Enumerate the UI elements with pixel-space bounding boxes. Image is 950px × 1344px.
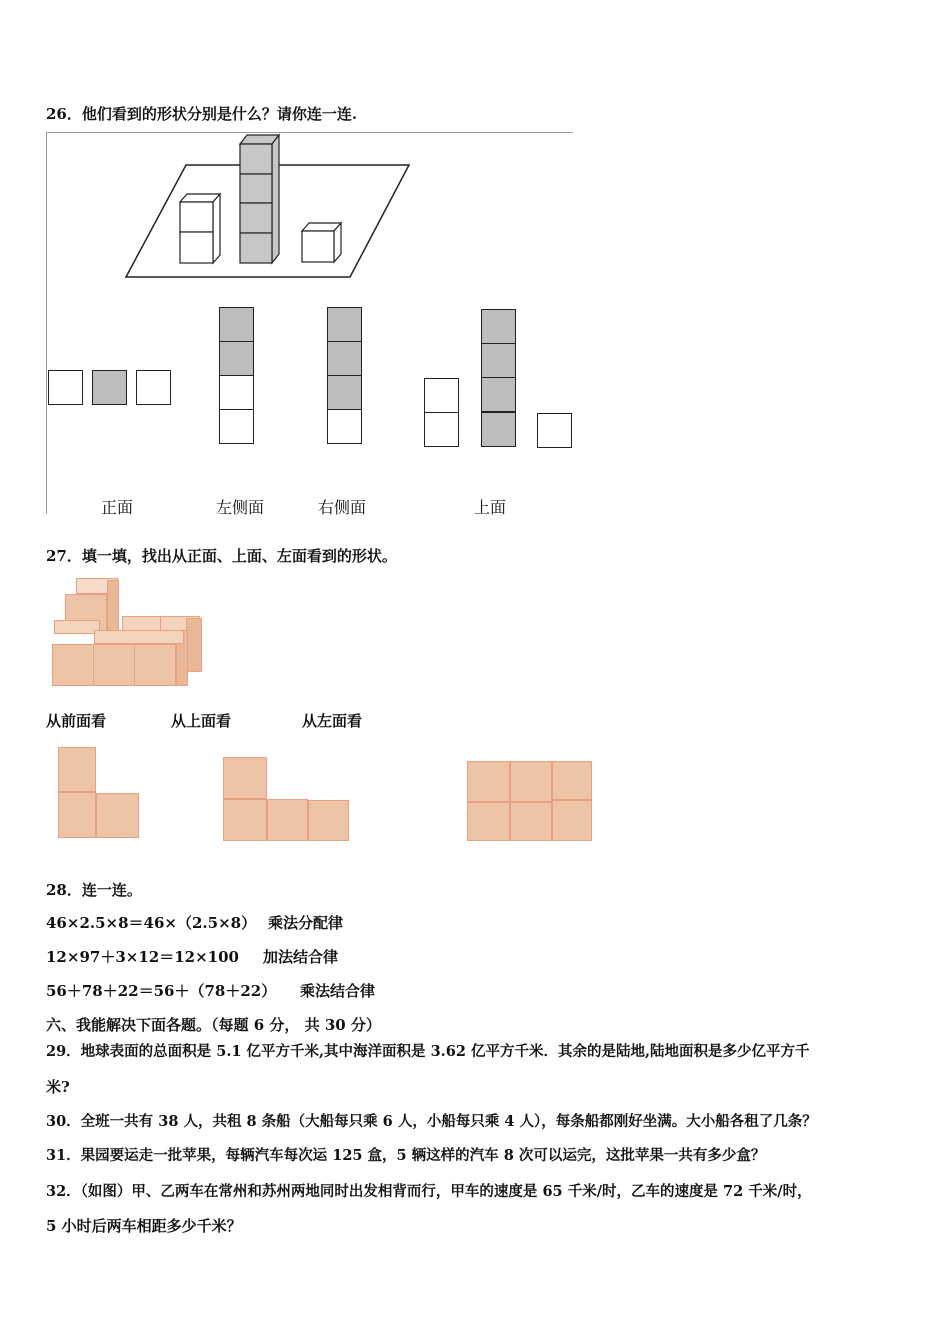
cube-stack-3d-drawing [46, 132, 576, 282]
view-square [48, 370, 83, 405]
view-square-gray [219, 307, 254, 342]
view-square-gray [327, 341, 362, 376]
view-square-gray [481, 343, 516, 378]
q28-expr-2: 12×97＋3×12＝12×100 [46, 948, 239, 966]
view-square [219, 409, 254, 444]
view-square-gray [481, 309, 516, 344]
label-right-side: 右侧面 [318, 498, 367, 517]
q30-text: 30．全班一共有 38 人，共租 8 条船（大船每只乘 6 人，小船每只乘 4 人），每条船都刚好坐满。大小船各租了几条？ [46, 1113, 817, 1130]
q28-law-2: 加法结合律 [263, 948, 339, 966]
view-square [327, 409, 362, 444]
q26-text: 26．他们看到的形状分别是什么？请你连一连. [46, 105, 358, 123]
label-top: 上面 [474, 498, 507, 517]
view-square [537, 413, 572, 448]
q31-text: 31．果园要运走一批苹果，每辆汽车每次运 125 盒，5 辆这样的汽车 8 次可以运完，这批苹果一共有多少盒？ [46, 1147, 766, 1164]
view-square [424, 378, 459, 413]
q32-line2: 5 小时后两车相距多少千米？ [46, 1217, 242, 1235]
q32-line1: 32．（如图）甲、乙两车在常州和苏州两地同时出发相背而行，甲车的速度是 65 千米/时，乙车的速度是 72 千米/时， [46, 1183, 812, 1200]
view-square [424, 412, 459, 447]
q28-expr-3: 56＋78＋22＝56＋（78＋22） [46, 982, 277, 1000]
q27-cube-figure [50, 578, 205, 690]
view-square-gray [327, 375, 362, 410]
view-square [136, 370, 171, 405]
label-left-side: 左侧面 [216, 498, 265, 517]
q27-text: 27．填一填，找出从正面、上面、左面看到的形状。 [46, 547, 397, 565]
q28-expr-1: 46×2.5×8＝46×（2.5×8） [46, 914, 257, 932]
q28-text: 28．连一连。 [46, 881, 142, 899]
q29-line2: 米? [46, 1078, 70, 1096]
q26-figure [46, 132, 576, 517]
section6-heading: 六、我能解决下面各题。（每题 6 分， 共 30 分） [46, 1016, 381, 1034]
view-label-front: 从前面看 [46, 712, 107, 730]
view-label-left: 从左面看 [302, 712, 363, 730]
q29-line1: 29．地球表面的总面积是 5.1 亿平方千米,其中海洋面积是 3.62 亿平方千米．其余的是陆地,陆地面积是多少亿平方千 [46, 1043, 810, 1060]
view-square-gray [219, 341, 254, 376]
view-square-gray [327, 307, 362, 342]
view-square-gray [92, 370, 127, 405]
q28-law-3: 乘法结合律 [300, 982, 376, 1000]
view-square [219, 375, 254, 410]
label-front: 正面 [101, 498, 134, 517]
view-square-gray [481, 412, 516, 447]
q28-law-1: 乘法分配律 [268, 914, 344, 932]
view-square-gray [481, 377, 516, 412]
view-label-top: 从上面看 [171, 712, 232, 730]
